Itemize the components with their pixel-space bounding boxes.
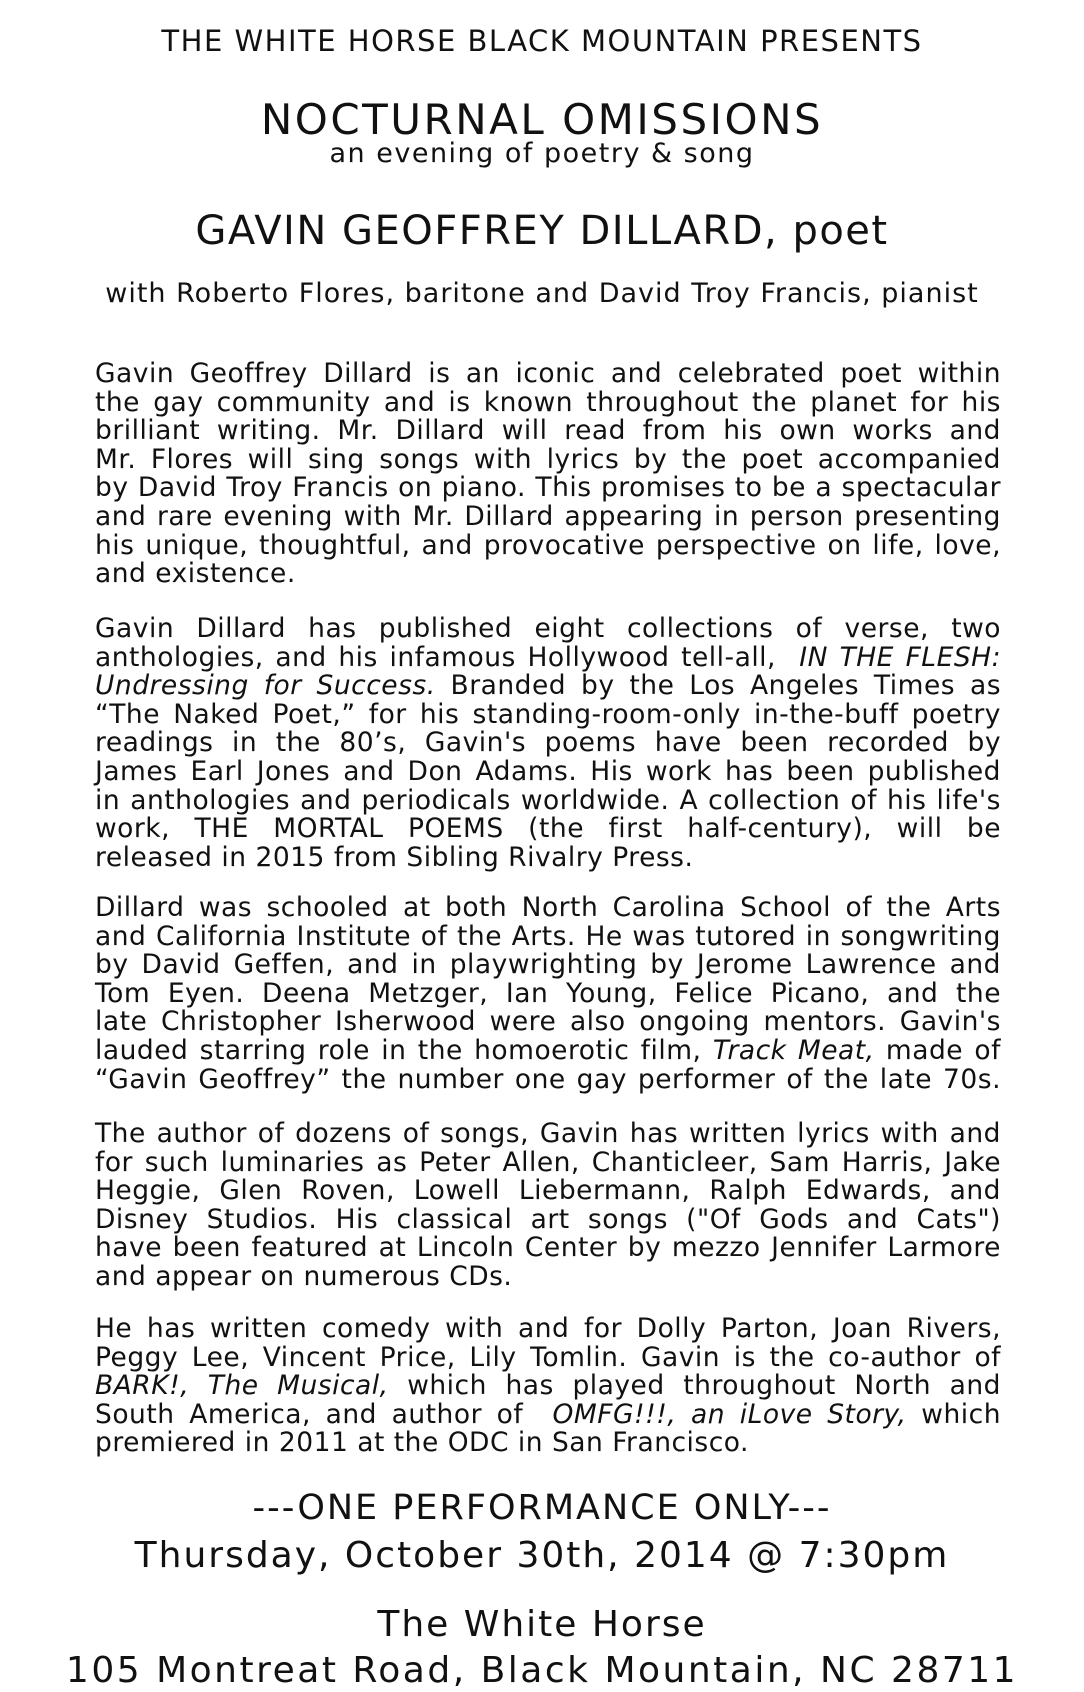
bio-line: and existence. [95, 558, 296, 590]
bio-paragraph-3 [95, 894, 1001, 1094]
bio-line: Peggy Lee, Vincent Price, Lily Tomlin. Gavin is the co-author of [95, 1341, 1001, 1373]
bio-paragraph-4 [95, 1120, 1001, 1292]
show-title-italic: OMFG!!!, an iLove Story, [552, 1398, 907, 1430]
bio-line: and rare evening with Mr. Dillard appearing in person presenting [95, 500, 1001, 532]
accompanists-line: with Roberto Flores, baritone and David Troy Francis, pianist [105, 278, 979, 309]
bio-line: brilliant writing. Mr. Dillard will read from his own works and [95, 415, 1001, 447]
book-title-italic: Undressing for Success. [95, 670, 436, 702]
bio-line: readings in the 80’s, Gavin's poems have been recorded by [95, 727, 1001, 759]
bio-line: his unique, thoughtful, and provocative perspective on life, love, [95, 529, 1001, 561]
venue-address: 105 Montreat Road, Black Mountain, NC 28711 [65, 1650, 1019, 1691]
presenter-line: THE WHITE HORSE BLACK MOUNTAIN PRESENTS [161, 24, 923, 58]
bio-line: Dillard was schooled at both North Carolina School of the Arts [95, 892, 1001, 923]
bio-text: anthologies, and his infamous Hollywood tell-all, [95, 641, 776, 673]
musical-title-italic: BARK!, The Musical, [95, 1370, 389, 1402]
venue-name: The White Horse [377, 1604, 707, 1645]
bio-line: Gavin Geoffrey Dillard is an iconic and celebrated poet within [95, 358, 1001, 389]
bio-line: and California Institute of the Arts. He was tutored in songwriting [95, 920, 1001, 952]
bio-line: Mr. Flores will sing songs with lyrics by the poet accompanied [95, 443, 1001, 475]
bio-line: in anthologies and periodicals worldwide. A collection of his life's [95, 784, 1001, 816]
bio-text: South America, and author of [95, 1398, 524, 1430]
bio-line: Heggie, Glen Roven, Lowell Liebermann, Ralph Edwards, and [95, 1175, 1001, 1207]
bio-line: have been featured at Lincoln Center by mezzo Jennifer Larmore [95, 1232, 1001, 1264]
bio-line: for such luminaries as Peter Allen, Chanticleer, Sam Harris, Jake [95, 1146, 1001, 1178]
bio-line: the gay community and is known throughout the planet for his [95, 386, 1001, 418]
bio-line: The author of dozens of songs, Gavin has written lyrics with and [95, 1118, 1001, 1149]
bio-line [95, 641, 1001, 673]
bio-paragraph-2 [95, 615, 1001, 872]
bio-line [95, 1398, 1001, 1430]
one-performance-notice: ---ONE PERFORMANCE ONLY--- [252, 1488, 832, 1528]
bio-text: Branded by the Los Angeles Times as [450, 670, 1002, 702]
bio-line: and appear on numerous CDs. [95, 1260, 513, 1292]
bio-line: “The Naked Poet,” for his standing-room-only in-the-buff poetry [95, 698, 1001, 730]
poet-name: GAVIN GEOFFREY DILLARD, poet [195, 208, 889, 254]
film-title-italic: Track Meat, [712, 1034, 875, 1066]
bio-line: work, THE MORTAL POEMS (the first half-century), will be [95, 813, 1001, 845]
bio-line: Tom Eyen. Deena Metzger, Ian Young, Felice Picano, and the [95, 977, 1001, 1009]
bio-line [95, 672, 1001, 701]
bio-line: James Earl Jones and Don Adams. His work has been published [95, 755, 1001, 787]
event-date-time: Thursday, October 30th, 2014 @ 7:30pm [134, 1535, 950, 1576]
bio-paragraph-5 [95, 1315, 1001, 1458]
bio-line [95, 1034, 1001, 1066]
bio-line: late Christopher Isherwood were also ongoing mentors. Gavin's [95, 1006, 1001, 1038]
bio-paragraph-1 [95, 360, 1001, 589]
bio-text: which has played throughout North and [407, 1370, 1001, 1402]
event-subtitle: an evening of poetry & song [329, 138, 755, 169]
bio-line: released in 2015 from Sibling Rivalry Press. [95, 841, 694, 873]
bio-line: Gavin Dillard has published eight collections of verse, two [95, 613, 1001, 644]
book-title-italic: IN THE FLESH: [799, 641, 1001, 673]
event-title: NOCTURNAL OMISSIONS [260, 95, 824, 144]
bio-line: by David Geffen, and in playwrighting by Jerome Lawrence and [95, 949, 1001, 981]
bio-line: He has written comedy with and for Dolly Parton, Joan Rivers, [95, 1313, 1001, 1344]
bio-text: made of [885, 1034, 1001, 1066]
bio-line: by David Troy Francis on piano. This promises to be a spectacular [95, 472, 1001, 504]
bio-line: premiered in 2011 at the ODC in San Francisco. [95, 1427, 749, 1459]
bio-text: which [921, 1398, 1001, 1430]
bio-line: “Gavin Geoffrey” the number one gay performer of the late 70s. [95, 1063, 1001, 1095]
bio-text: lauded starring role in the homoerotic film, [95, 1034, 702, 1066]
bio-line [95, 1372, 1001, 1401]
bio-line: Disney Studios. His classical art songs ("Of Gods and Cats") [95, 1203, 1001, 1235]
